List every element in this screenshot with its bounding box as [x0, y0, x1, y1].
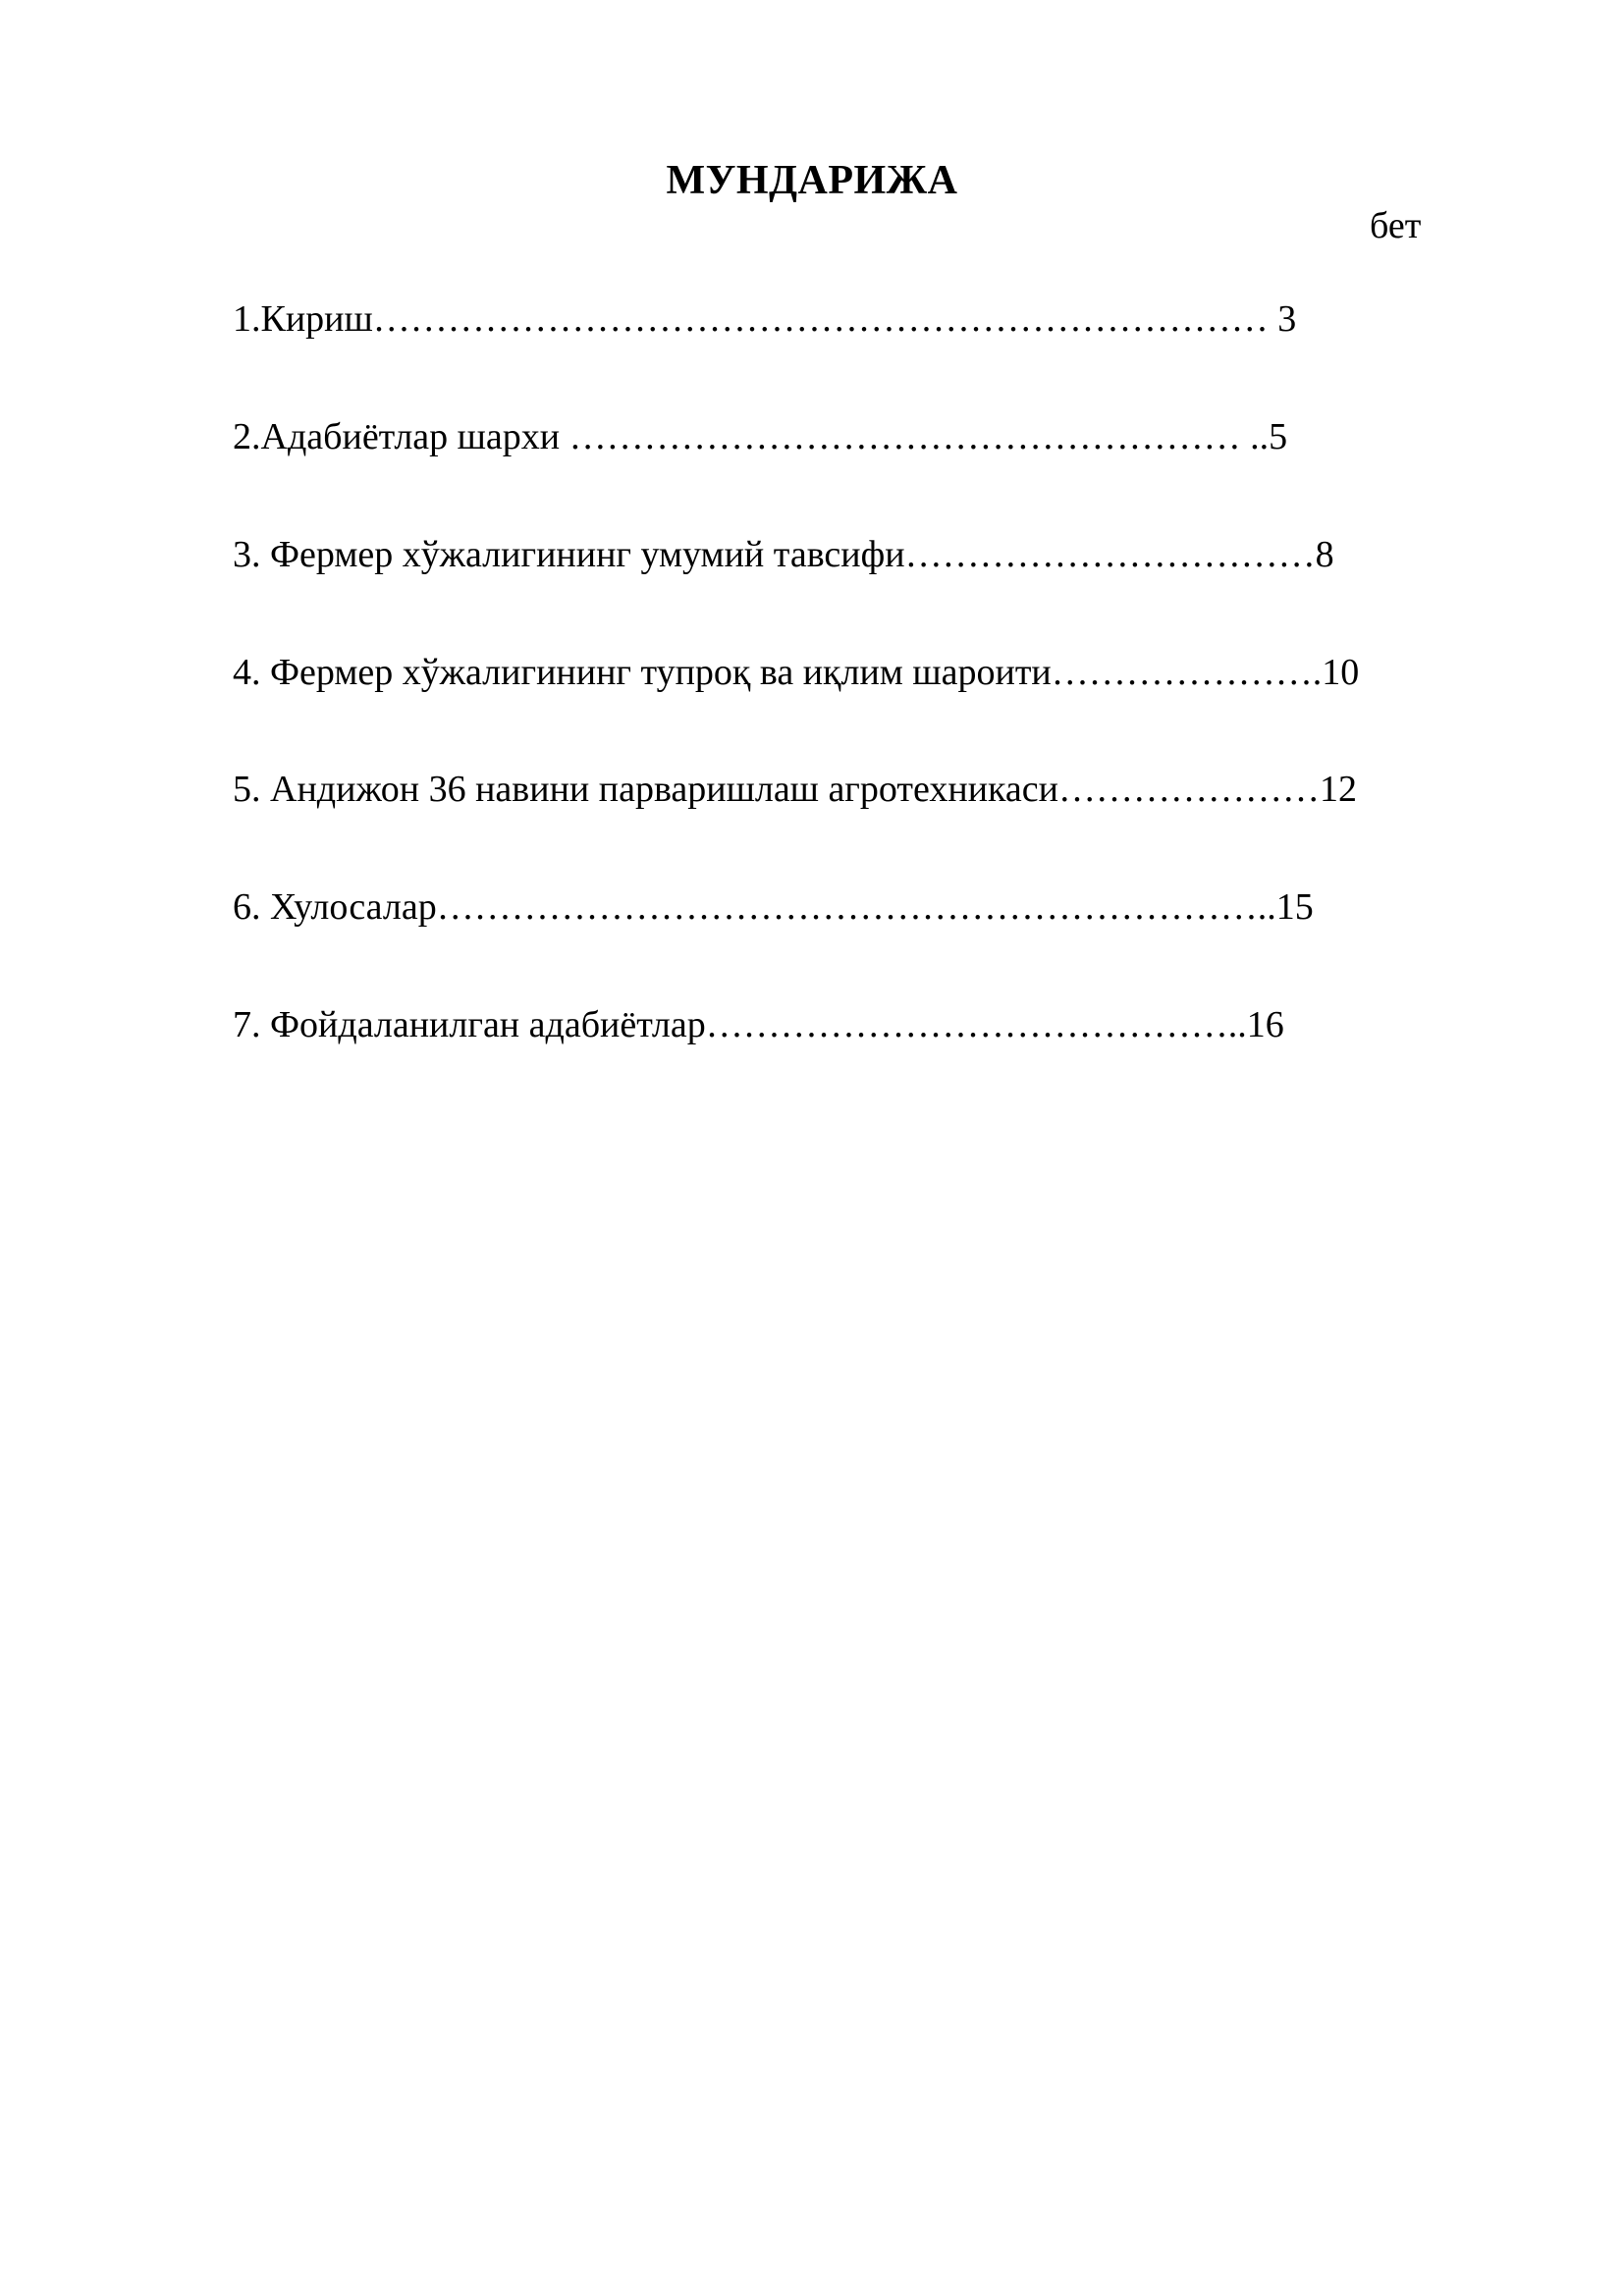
toc-entry — [233, 533, 1334, 576]
toc-entry-text: 6. Хулосалар…………………………………………………………..15 — [233, 886, 1314, 928]
toc-entry — [233, 651, 1359, 694]
toc-entry — [233, 415, 1287, 458]
page-title: МУНДАРИЖА — [666, 158, 958, 203]
toc-entry-text: 7. Фойдаланилган адабиётлар……………………………………..16 — [233, 1004, 1284, 1045]
toc-entry — [233, 1003, 1284, 1046]
toc-entry-text: 1.Кириш……………………………………………………………… 3 — [233, 298, 1297, 340]
toc-entry-text: 3. Фермер хўжалигининг умумий тавсифи……………………………8 — [233, 534, 1334, 575]
toc-entry — [233, 768, 1357, 811]
toc-entry — [233, 297, 1296, 341]
toc-entry-text: 5. Андижон 36 навини парваришлаш агротехникаси…………………12 — [233, 769, 1357, 810]
toc-entry-text: 2.Адабиётлар шархи ……………………………………………… ..5 — [233, 416, 1288, 457]
page-column-label: бет — [1370, 205, 1422, 246]
toc-entry-text: 4. Фермер хўжалигининг тупроқ ва иқлим шароити………………….10 — [233, 652, 1360, 693]
toc-entry — [233, 885, 1314, 929]
